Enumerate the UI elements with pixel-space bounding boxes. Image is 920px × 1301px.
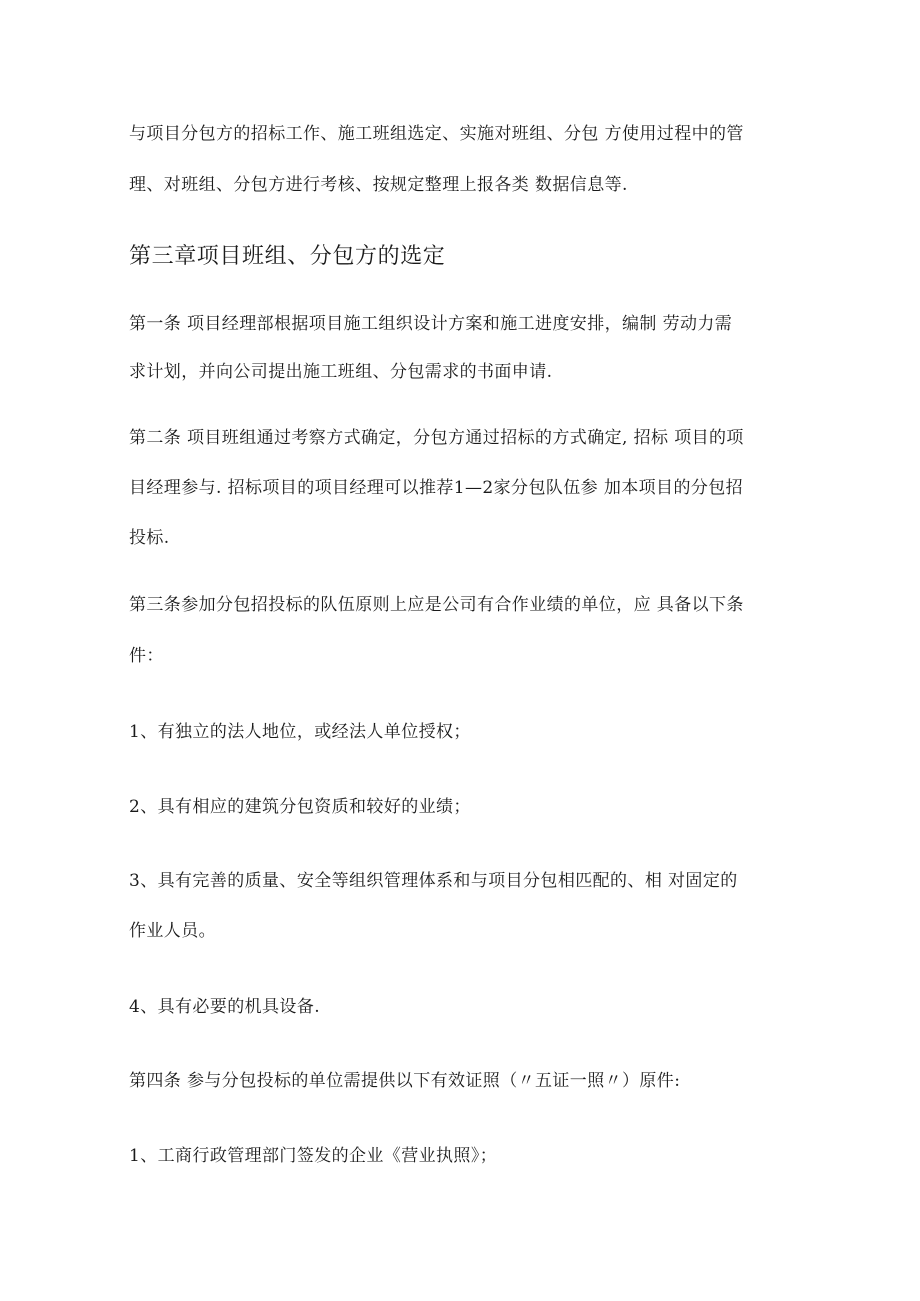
article3-item-3-cont: 作业人员。 (129, 921, 216, 941)
article3-item-2: 2、具有相应的建筑分包资质和较好的业绩； (129, 797, 471, 817)
article2-line-2: 目经理参与. 招标项目的项目经理可以推荐1—2家分包队伍参 加本项目的分包招 (129, 478, 744, 498)
article4-item-1: 1、工商行政管理部门签发的企业《营业执照》； (129, 1146, 498, 1166)
article3-item-1: 1、有独立的法人地位，或经法人单位授权； (129, 722, 471, 742)
chapter-title: 第三章项目班组、分包方的选定 (129, 244, 446, 269)
article4-line-1: 第四条 参与分包投标的单位需提供以下有效证照（〃五证一照〃）原件: (129, 1071, 681, 1091)
article3-item-3: 3、具有完善的质量、安全等组织管理体系和与项目分包相匹配的、相 对固定的 (129, 871, 738, 891)
continuation-line-2: 理、对班组、分包方进行考核、按规定整理上报各类 数据信息等. (129, 175, 628, 195)
article3-line-2: 件： (129, 646, 164, 666)
article3-item-4: 4、具有必要的机具设备. (129, 997, 321, 1017)
article2-line-1: 第二条 项目班组通过考察方式确定，分包方通过招标的方式确定, 招标 项目的项 (129, 428, 744, 448)
article2-line-3: 投标. (129, 528, 170, 548)
article3-line-1: 第三条参加分包招投标的队伍原则上应是公司有合作业绩的单位，应 具备以下条 (129, 595, 744, 615)
article1-line-2: 求计划，并向公司提出施工班组、分包需求的书面申请. (129, 362, 553, 382)
continuation-line-1: 与项目分包方的招标工作、施工班组选定、实施对班组、分包 方使用过程中的管 (129, 124, 744, 144)
article1-line-1: 第一条 项目经理部根据项目施工组织设计方案和施工进度安排，编制 劳动力需 (129, 314, 733, 334)
